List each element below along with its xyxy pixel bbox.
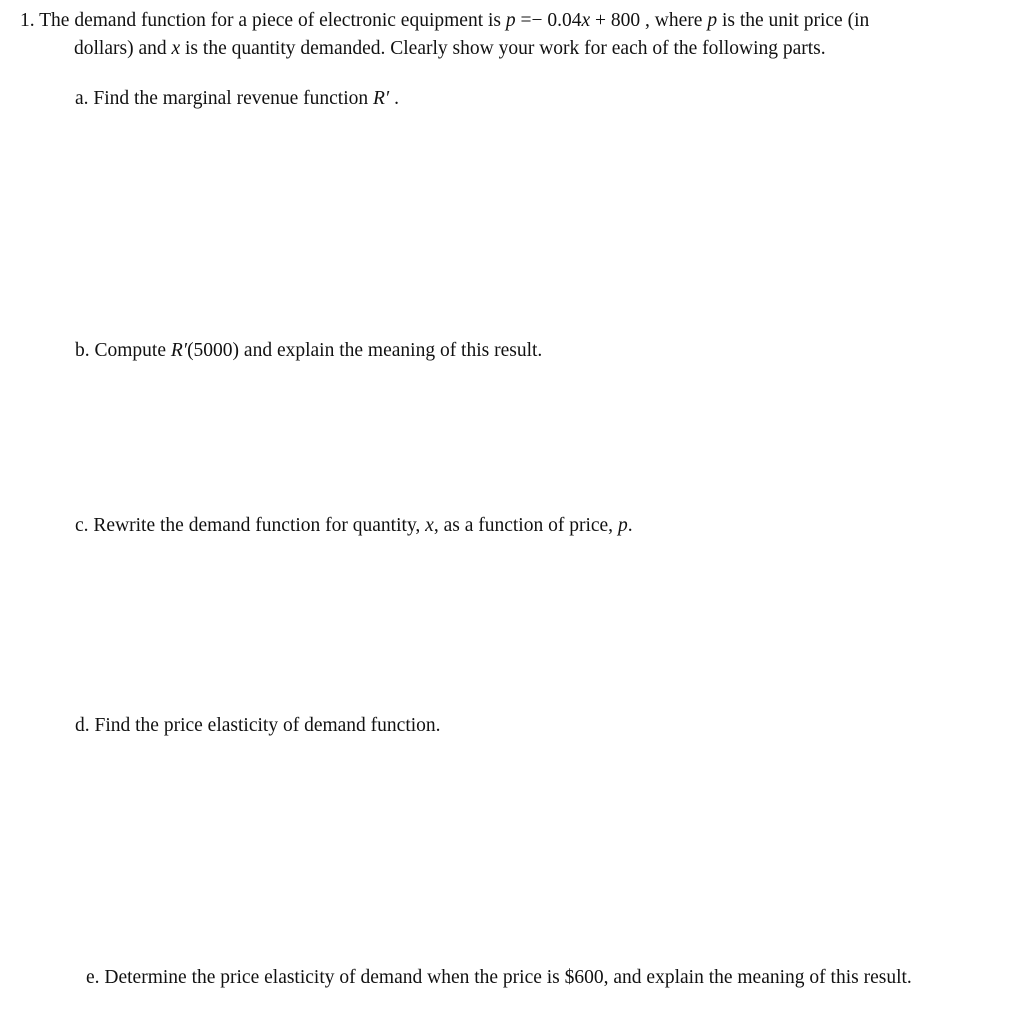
part-c-prompt (75, 514, 633, 538)
part-a-prompt (75, 87, 399, 111)
part-text: b. Compute (75, 340, 171, 361)
quantity-variable: x (581, 10, 591, 31)
part-text: e. Determine the price elasticity of demand when the price is $600, and explain the meaning of this result. (86, 967, 912, 988)
question-text: dollars) and (74, 38, 172, 59)
marginal-revenue-symbol: R′ (170, 340, 188, 361)
part-e-prompt (86, 966, 912, 990)
equation-text: + 800 , where (590, 10, 708, 31)
part-d-prompt (75, 714, 441, 738)
question-text: 1. The demand function for a piece of electronic equipment is (20, 10, 506, 31)
part-text: a. Find the marginal revenue function (75, 88, 374, 109)
marginal-revenue-symbol: R′ (373, 88, 390, 109)
part-text: d. Find the price elasticity of demand function. (75, 715, 441, 736)
part-text: (5000) and explain the meaning of this result. (187, 340, 543, 361)
part-text: . (389, 88, 399, 109)
equation-text: =− 0.04 (515, 10, 582, 31)
question-statement-line-2 (74, 37, 826, 61)
part-text: . (627, 515, 633, 536)
question-text: is the unit price (in (717, 10, 870, 31)
question-text: is the quantity demanded. Clearly show your work for each of the following parts. (180, 38, 826, 59)
part-text: c. Rewrite the demand function for quantity, (75, 515, 426, 536)
quantity-variable: x (171, 38, 181, 59)
price-variable: p (617, 515, 628, 536)
quantity-variable: x (425, 515, 434, 536)
part-text: , as a function of price, (433, 515, 618, 536)
part-b-prompt (75, 339, 542, 363)
price-variable: p (707, 10, 718, 31)
question-statement-line-1 (20, 9, 869, 33)
price-variable: p (505, 10, 516, 31)
